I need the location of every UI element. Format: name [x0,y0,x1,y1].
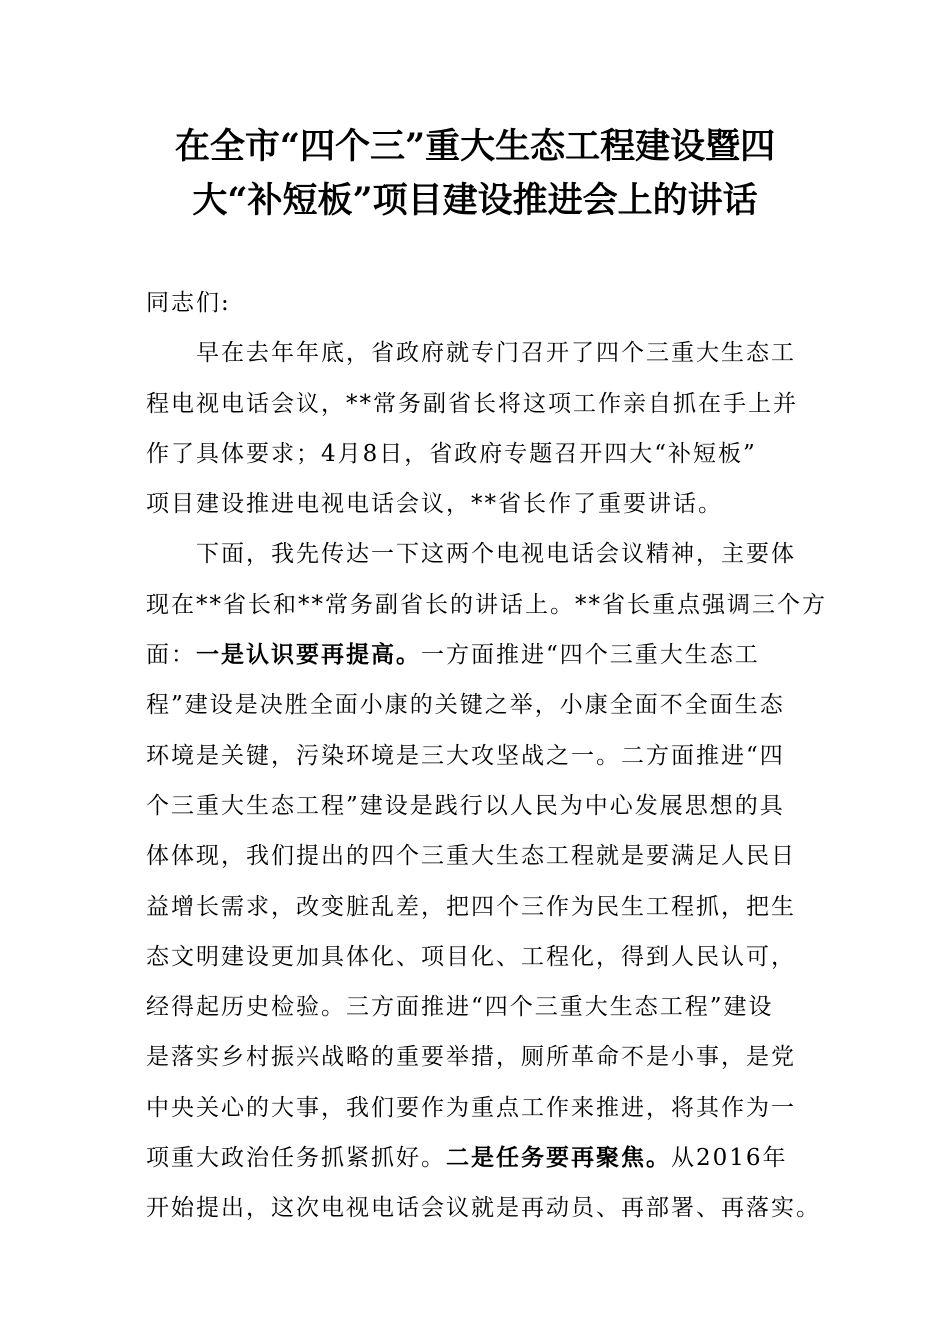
document-body [146,278,827,1234]
paragraph-2-line-11: 是落实乡村振兴战略的重要举措，厕所革命不是小事，是党 [146,1044,796,1071]
paragraph-1-line-2: 程电视电话会议，**常务副省长将这项工作亲自抓在手上并 [146,390,798,417]
line-3-suffix: 一方面推进“四个三重大生态工 [421,642,760,669]
point-one-heading: 一是认识要再提高。 [196,641,421,669]
paragraph-2-line-9: 态文明建设更加具体化、项目化、工程化，得到人民认可， [146,943,796,970]
paragraph-2-line-14: 开始提出，这次电视电话会议就是再动员、再部署、再落实。 [146,1195,821,1222]
line-3-prefix: 面： [146,642,196,669]
line-13-suffix: 从2016年 [671,1145,788,1172]
paragraph-1-line-1: 早在去年年底，省政府就专门召开了四个三重大生态工 [196,340,796,367]
line-13-prefix: 项重大政治任务抓紧抓好。 [146,1145,446,1172]
paragraph-2-line-2: 现在**省长和**常务副省长的讲话上。**省长重点强调三个方 [146,591,827,618]
paragraph-2-line-4: 程”建设是决胜全面小康的关键之举，小康全面不全面生态 [146,692,785,719]
paragraph-1-line-3: 作了具体要求；4月8日，省政府专题召开四大“补短板” [146,440,757,467]
paragraph-2-line-3 [146,630,812,680]
paragraph-1-line-4: 项目建设推进电视电话会议，**省长作了重要讲话。 [146,491,723,518]
paragraph-2-line-1: 下面，我先传达一下这两个电视电话会议精神，主要体 [196,541,796,568]
paragraph-2-line-10: 经得起历史检验。三方面推进“四个三重大生态工程”建设 [146,994,774,1021]
document-title [130,120,820,228]
paragraph-2-line-5: 环境是关键，污染环境是三大攻坚战之一。二方面推进“四 [146,742,785,769]
title-line-1: 在全市“四个三”重大生态工程建设暨四 [174,126,776,167]
paragraph-2-line-6: 个三重大生态工程”建设是践行以人民为中心发展思想的具 [146,792,785,819]
paragraph-2-line-12: 中央关心的大事，我们要作为重点工作来推进，将其作为一 [146,1094,796,1121]
paragraph-2-line-8: 益增长需求，改变脏乱差，把四个三作为民生工程抓，把生 [146,893,796,920]
salutation: 同志们: [146,290,231,316]
title-line-2: 大“补短板”项目建设推进会上的讲话 [192,180,758,221]
point-two-heading: 二是任务要再聚焦。 [446,1144,671,1172]
paragraph-2-line-7: 体体现，我们提出的四个三重大生态工程就是要满足人民日 [146,843,796,870]
paragraph-2-line-13 [146,1133,812,1183]
